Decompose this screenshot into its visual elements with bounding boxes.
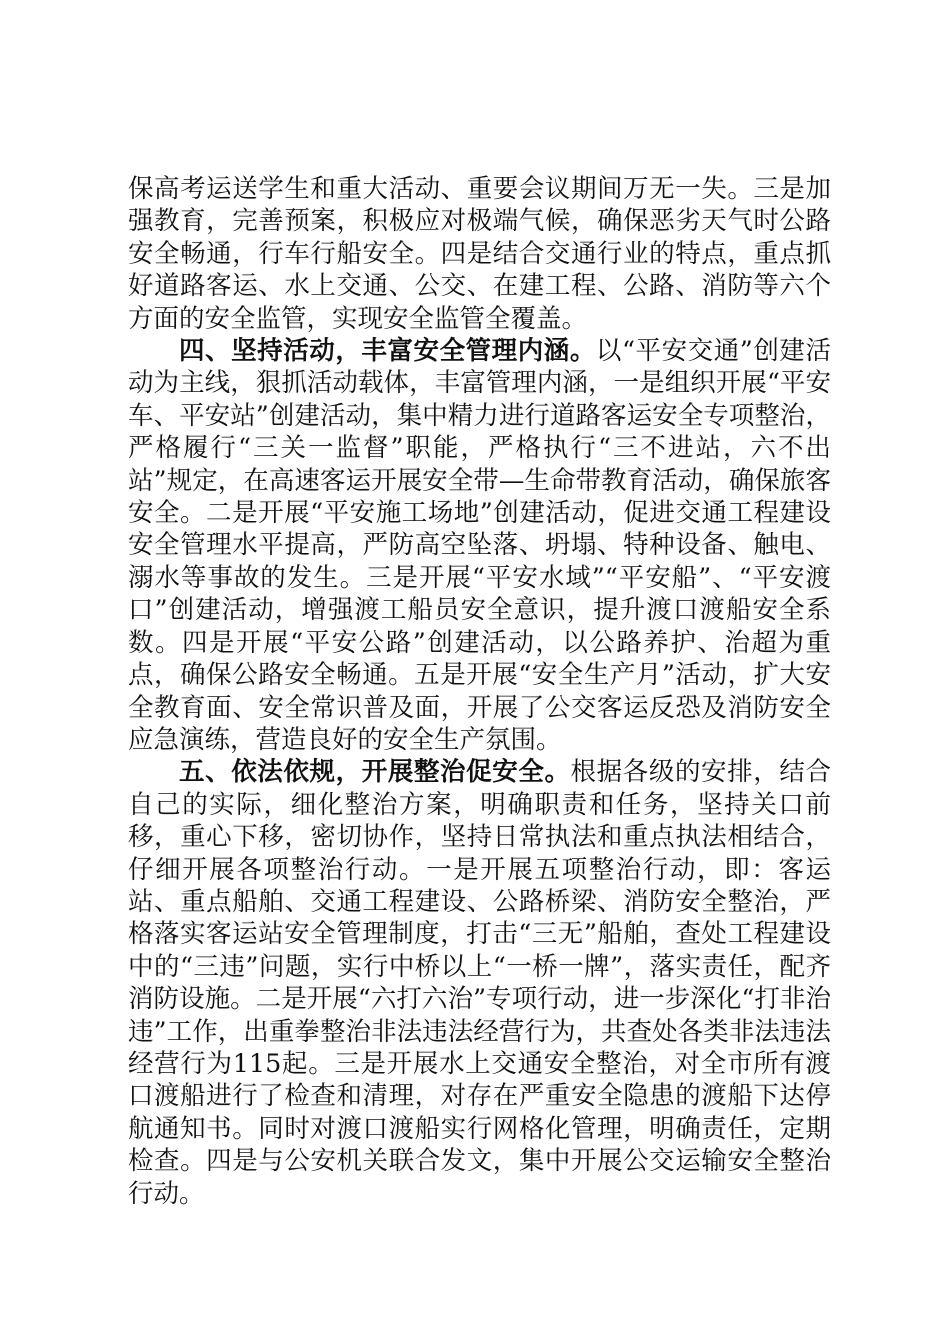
document-page xyxy=(128,173,831,1210)
paragraph-continuation: 保高考运送学生和重大活动、重要会议期间万无一失。三是加强教育，完善预案，积极应对极端气候，确保恶劣天气时公路安全畅通，行车行船安全。四是结合交通行业的特点，重点抓好道路客运、水上交通、公交、在建工程、公路、消防等六个方面的安全监管，实现安全监管全覆盖。 xyxy=(128,174,831,334)
section-four-paragraph xyxy=(128,335,831,756)
section-five-body: 根据各级的安排，结合自己的实际，细化整治方案，明确职责和任务，坚持关口前移，重心下移，密切协作，坚持日常执法和重点执法相结合，仔细开展各项整治行动。一是开展五项整治行动，即：客运站、重点船舶、交通工程建设、公路桥梁、消防安全整治，严格落实客运站安全管理制度，打击“三无”船舶，查处工程建设中的“三违”问题，实行中桥以上“一桥一牌”，落实责任，配齐消防设施。二是开展“六打六治”专项行动，进一步深化“打非治违”工作，出重拳整治非法违法经营行为，共查处各类非法违法经营行为115起。三是开展水上交通安全整治，对全市所有渡口渡船进行了检查和清理，对存在严重安全隐患的渡船下达停航通知书。同时对渡口渡船实行网格化管理，明确责任，定期检查。四是与公安机关联合发文，集中开展公交运输安全整治行动。 xyxy=(128,757,831,1209)
section-four-body: 以“平安交通”创建活动为主线，狠抓活动载体，丰富管理内涵，一是组织开展“平安车、平安站”创建活动，集中精力进行道路客运安全专项整治，严格履行“三关一监督”职能，严格执行“三不进站，六不出站”规定，在高速客运开展安全带—生命带教育活动，确保旅客安全。二是开展“平安施工场地”创建活动，促进交通工程建设安全管理水平提高，严防高空坠落、坍塌、特种设备、触电、溺水等事故的发生。三是开展“平安水域”“平安船”、“平安渡口”创建活动，增强渡工船员安全意识，提升渡口渡船安全系数。四是开展“平安公路”创建活动，以公路养护、治超为重点，确保公路安全畅通。五是开展“安全生产月”活动，扩大安全教育面、安全常识普及面，开展了公交客运反恐及消防安全应急演练，营造良好的安全生产氛围。 xyxy=(128,336,831,755)
section-four-heading: 四、坚持活动，丰富安全管理内涵。 xyxy=(179,336,596,367)
section-five-paragraph xyxy=(128,756,831,1210)
section-five-heading: 五、依法依规，开展整治促安全。 xyxy=(179,757,571,788)
